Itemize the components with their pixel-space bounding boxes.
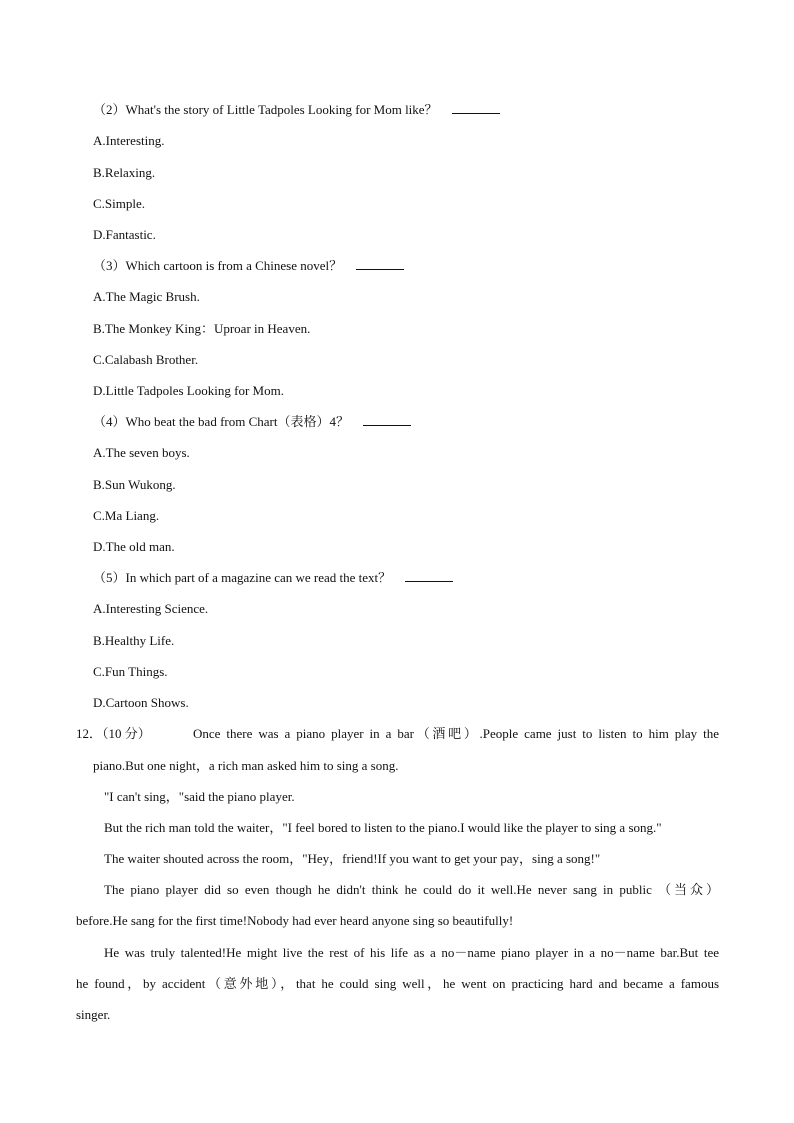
- passage-line: "I can't sing，"said the piano player.: [104, 789, 295, 804]
- passage-line: The waiter shouted across the room，"Hey，friend!If you want to get your pay，sing a song!": [104, 851, 601, 866]
- passage-line: Once there was a piano player in a bar（酒吧）.People came just to listen to him play the: [193, 726, 719, 741]
- question-prompt: （2）What's the story of Little Tadpoles Looking for Mom like？: [93, 102, 438, 117]
- question-5: [93, 569, 453, 587]
- option: B.Relaxing.: [93, 165, 156, 180]
- passage-line: singer.: [76, 1007, 111, 1022]
- option: B.Healthy Life.: [93, 633, 175, 648]
- option: A.Interesting Science.: [93, 601, 209, 616]
- question-3: [93, 257, 404, 275]
- option: D.The old man.: [93, 539, 175, 554]
- question-prompt: （4）Who beat the bad from Chart（表格）4？: [93, 414, 349, 429]
- option: D.Fantastic.: [93, 227, 156, 242]
- answer-blank: [452, 101, 500, 114]
- option: D.Cartoon Shows.: [93, 695, 189, 710]
- answer-blank: [363, 413, 411, 426]
- option: C.Calabash Brother.: [93, 352, 199, 367]
- question-number: 12．（10 分）: [76, 726, 151, 741]
- answer-blank: [356, 257, 404, 270]
- question-prompt: （3）Which cartoon is from a Chinese novel？: [93, 258, 343, 273]
- passage-line: he found，by accident（意外地），that he could sing well，he went on practicing hard and became a famous: [76, 976, 719, 991]
- passage-line: The piano player did so even though he didn't think he could do it well.He never sang in public （当众）: [104, 882, 719, 897]
- passage-line: before.He sang for the first time!Nobody had ever heard anyone sing so beautifully!: [76, 913, 514, 928]
- option: A.The Magic Brush.: [93, 289, 200, 304]
- option: A.The seven boys.: [93, 445, 190, 460]
- option: C.Fun Things.: [93, 664, 168, 679]
- option: B.The Monkey King：Uproar in Heaven.: [93, 321, 311, 336]
- passage-line: He was truly talented!He might live the rest of his life as a no－name piano player in a no－name bar.But tee: [104, 945, 719, 960]
- option: C.Simple.: [93, 196, 146, 211]
- question-prompt: （5）In which part of a magazine can we read the text？: [93, 570, 392, 585]
- option: A.Interesting.: [93, 133, 165, 148]
- option: D.Little Tadpoles Looking for Mom.: [93, 383, 284, 398]
- passage-line: piano.But one night，a rich man asked him to sing a song.: [93, 758, 399, 773]
- answer-blank: [405, 569, 453, 582]
- question-4: [93, 413, 411, 431]
- option: B.Sun Wukong.: [93, 477, 176, 492]
- passage-line: But the rich man told the waiter，"I feel bored to listen to the piano.I would like the player to sing a song.": [104, 820, 662, 835]
- question-2: [93, 101, 500, 119]
- option: C.Ma Liang.: [93, 508, 160, 523]
